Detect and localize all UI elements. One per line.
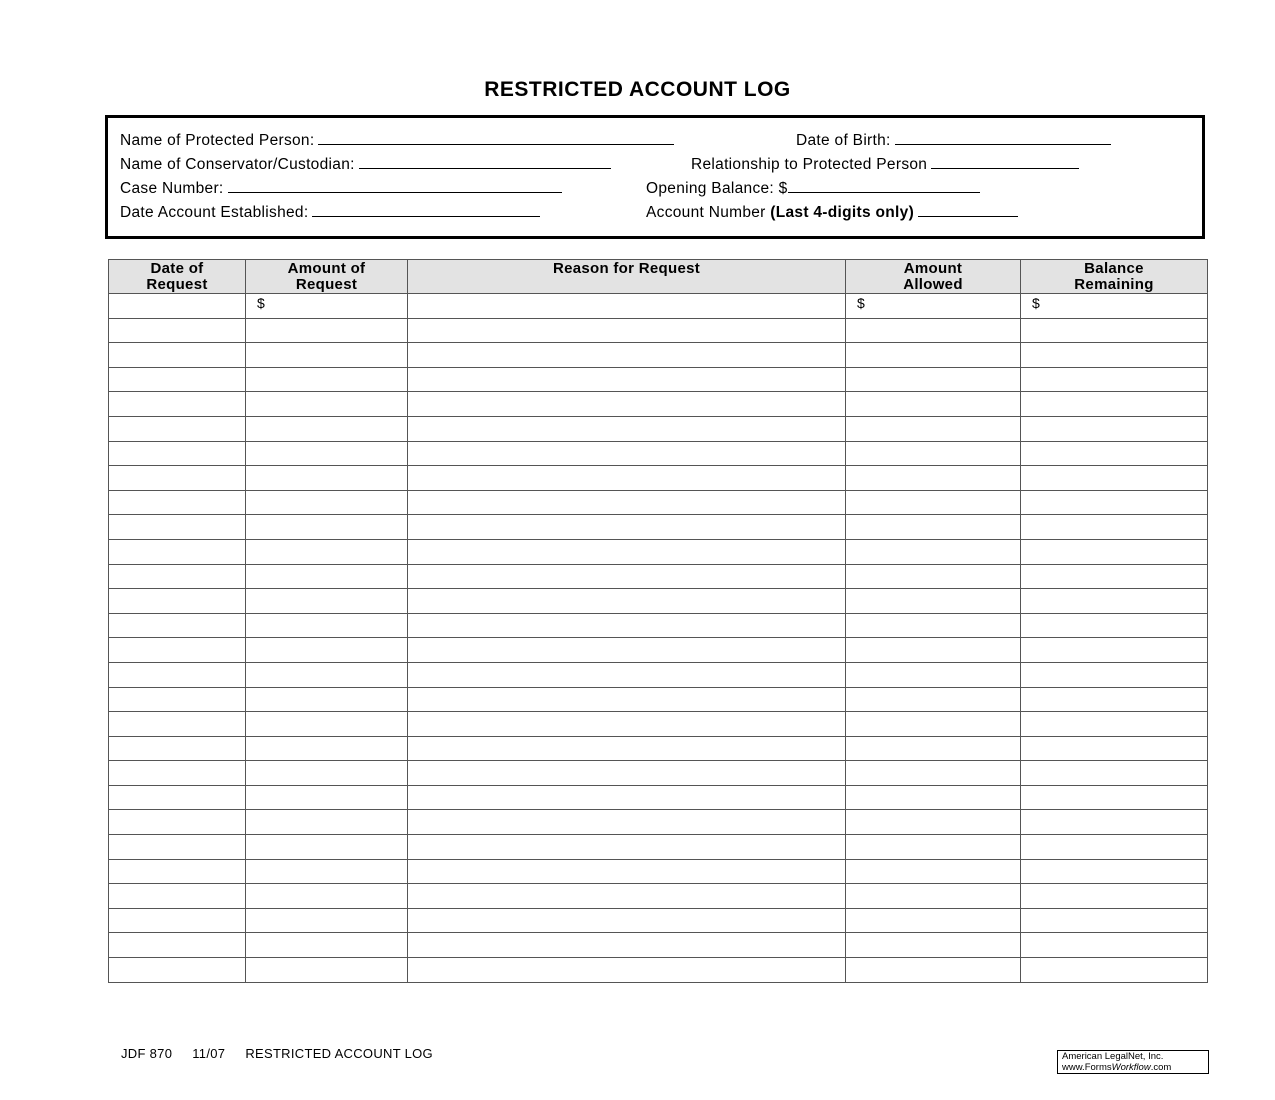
amount-allowed-cell[interactable]: [846, 810, 1021, 835]
amount-request-cell[interactable]: [246, 958, 408, 983]
amount-allowed-cell[interactable]: [846, 859, 1021, 884]
currency-symbol: $: [857, 295, 865, 311]
table-row: [109, 712, 1208, 737]
date-cell[interactable]: [109, 490, 246, 515]
currency-symbol: $: [257, 295, 265, 311]
amount-request-cell[interactable]: [246, 564, 408, 589]
table-row: [109, 835, 1208, 860]
table-row: [109, 343, 1208, 368]
balance-cell[interactable]: [1021, 392, 1208, 417]
amount-request-cell[interactable]: [246, 908, 408, 933]
conservator-field: [120, 155, 611, 174]
footer-form-id: JDF 870: [121, 1046, 173, 1061]
amount-allowed-cell[interactable]: [846, 589, 1021, 614]
balance-cell[interactable]: [1021, 441, 1208, 466]
balance-cell[interactable]: [1021, 908, 1208, 933]
balance-cell[interactable]: [1021, 712, 1208, 737]
balance-cell[interactable]: [1021, 662, 1208, 687]
reason-cell[interactable]: [408, 810, 846, 835]
amount-allowed-cell[interactable]: [846, 515, 1021, 540]
opening-balance-label: Opening Balance: $: [646, 180, 788, 197]
reason-cell[interactable]: [408, 761, 846, 786]
date-cell[interactable]: [109, 564, 246, 589]
table-row: [109, 785, 1208, 810]
reason-cell[interactable]: [408, 539, 846, 564]
amount-allowed-cell[interactable]: [846, 613, 1021, 638]
amount-request-cell[interactable]: [246, 859, 408, 884]
reason-cell[interactable]: [408, 490, 846, 515]
table-row: [109, 589, 1208, 614]
amount-allowed-cell[interactable]: [846, 761, 1021, 786]
reason-cell[interactable]: [408, 466, 846, 491]
balance-cell[interactable]: [1021, 884, 1208, 909]
dob-input[interactable]: [895, 131, 1111, 145]
date-cell[interactable]: [109, 515, 246, 540]
date-cell[interactable]: [109, 466, 246, 491]
table-row: [109, 318, 1208, 343]
log-table-body: [109, 294, 1208, 983]
table-row: [109, 416, 1208, 441]
table-row: [109, 613, 1208, 638]
reason-cell[interactable]: [408, 613, 846, 638]
date-cell[interactable]: [109, 958, 246, 983]
balance-cell[interactable]: [1021, 318, 1208, 343]
table-row: [109, 859, 1208, 884]
table-row: [109, 441, 1208, 466]
opening-balance-input[interactable]: [788, 179, 980, 193]
date-cell[interactable]: [109, 835, 246, 860]
table-row: [109, 884, 1208, 909]
amount-allowed-cell[interactable]: [846, 662, 1021, 687]
table-row: [109, 958, 1208, 983]
balance-cell[interactable]: [1021, 933, 1208, 958]
protected-person-label: Name of Protected Person:: [120, 132, 315, 149]
conservator-label: Name of Conservator/Custodian:: [120, 156, 355, 173]
table-row: [109, 662, 1208, 687]
date-established-label: Date Account Established:: [120, 204, 309, 221]
account-number-label: Account Number: [646, 204, 766, 221]
table-row: [109, 933, 1208, 958]
amount-request-cell[interactable]: [246, 638, 408, 663]
conservator-input[interactable]: [359, 155, 611, 169]
amount-allowed-cell[interactable]: [846, 687, 1021, 712]
amount-allowed-cell[interactable]: [846, 835, 1021, 860]
header-balance-remaining: Balance Remaining: [1021, 260, 1208, 294]
date-established-field: [120, 203, 540, 222]
reason-cell[interactable]: [408, 638, 846, 663]
amount-request-cell[interactable]: [246, 933, 408, 958]
balance-cell[interactable]: [1021, 835, 1208, 860]
protected-person-input[interactable]: [318, 131, 674, 145]
amount-allowed-cell[interactable]: [846, 884, 1021, 909]
balance-cell[interactable]: [1021, 294, 1208, 319]
date-cell[interactable]: [109, 859, 246, 884]
balance-cell[interactable]: [1021, 343, 1208, 368]
amount-allowed-cell[interactable]: [846, 416, 1021, 441]
date-cell[interactable]: [109, 687, 246, 712]
amount-allowed-cell[interactable]: [846, 539, 1021, 564]
amount-request-cell[interactable]: [246, 367, 408, 392]
date-cell[interactable]: [109, 712, 246, 737]
balance-cell[interactable]: [1021, 736, 1208, 761]
reason-cell[interactable]: [408, 884, 846, 909]
reason-cell[interactable]: [408, 416, 846, 441]
dob-field: [796, 131, 1111, 150]
table-header-row: [109, 260, 1208, 294]
amount-request-cell[interactable]: [246, 294, 408, 319]
table-row: [109, 810, 1208, 835]
table-row: [109, 564, 1208, 589]
reason-cell[interactable]: [408, 736, 846, 761]
amount-allowed-cell[interactable]: [846, 933, 1021, 958]
reason-cell[interactable]: [408, 785, 846, 810]
balance-cell[interactable]: [1021, 490, 1208, 515]
table-row: [109, 908, 1208, 933]
amount-request-cell[interactable]: [246, 392, 408, 417]
date-cell[interactable]: [109, 367, 246, 392]
reason-cell[interactable]: [408, 294, 846, 319]
amount-request-cell[interactable]: [246, 761, 408, 786]
amount-request-cell[interactable]: [246, 490, 408, 515]
balance-cell[interactable]: [1021, 785, 1208, 810]
header-amount-of-request: Amount of Request: [246, 260, 408, 294]
date-cell[interactable]: [109, 908, 246, 933]
date-established-input[interactable]: [312, 203, 540, 217]
amount-allowed-cell[interactable]: [846, 785, 1021, 810]
reason-cell[interactable]: [408, 908, 846, 933]
table-row: [109, 539, 1208, 564]
balance-cell[interactable]: [1021, 810, 1208, 835]
amount-allowed-cell[interactable]: [846, 294, 1021, 319]
brand-box: [1057, 1050, 1209, 1074]
header-date-of-request: Date of Request: [109, 260, 246, 294]
balance-cell[interactable]: [1021, 638, 1208, 663]
balance-cell[interactable]: [1021, 958, 1208, 983]
amount-request-cell[interactable]: [246, 785, 408, 810]
amount-request-cell[interactable]: [246, 318, 408, 343]
amount-request-cell[interactable]: [246, 736, 408, 761]
amount-request-cell[interactable]: [246, 662, 408, 687]
date-cell[interactable]: [109, 662, 246, 687]
amount-allowed-cell[interactable]: [846, 466, 1021, 491]
date-cell[interactable]: [109, 392, 246, 417]
account-number-input[interactable]: [918, 203, 1018, 217]
header-amount-allowed: Amount Allowed: [846, 260, 1021, 294]
table-row: [109, 736, 1208, 761]
table-row: [109, 367, 1208, 392]
amount-allowed-cell[interactable]: [846, 564, 1021, 589]
table-row: [109, 638, 1208, 663]
date-cell[interactable]: [109, 761, 246, 786]
amount-request-cell[interactable]: [246, 835, 408, 860]
date-cell[interactable]: [109, 736, 246, 761]
dob-label: Date of Birth:: [796, 132, 891, 149]
balance-cell[interactable]: [1021, 515, 1208, 540]
amount-allowed-cell[interactable]: [846, 958, 1021, 983]
amount-request-cell[interactable]: [246, 712, 408, 737]
amount-allowed-cell[interactable]: [846, 343, 1021, 368]
balance-cell[interactable]: [1021, 687, 1208, 712]
balance-cell[interactable]: [1021, 564, 1208, 589]
date-cell[interactable]: [109, 539, 246, 564]
reason-cell[interactable]: [408, 662, 846, 687]
amount-request-cell[interactable]: [246, 343, 408, 368]
balance-cell[interactable]: [1021, 859, 1208, 884]
balance-cell[interactable]: [1021, 539, 1208, 564]
page-title: RESTRICTED ACCOUNT LOG: [484, 78, 791, 101]
balance-cell[interactable]: [1021, 589, 1208, 614]
footer-form-name: RESTRICTED ACCOUNT LOG: [245, 1046, 433, 1061]
table-row: [109, 294, 1208, 319]
amount-allowed-cell[interactable]: [846, 441, 1021, 466]
case-number-label: Case Number:: [120, 180, 224, 197]
relationship-input[interactable]: [931, 155, 1079, 169]
reason-cell[interactable]: [408, 958, 846, 983]
amount-request-cell[interactable]: [246, 589, 408, 614]
amount-request-cell[interactable]: [246, 441, 408, 466]
amount-request-cell[interactable]: [246, 416, 408, 441]
reason-cell[interactable]: [408, 343, 846, 368]
table-row: [109, 466, 1208, 491]
balance-cell[interactable]: [1021, 466, 1208, 491]
date-cell[interactable]: [109, 810, 246, 835]
date-cell[interactable]: [109, 294, 246, 319]
account-number-field: [646, 203, 1018, 222]
amount-request-cell[interactable]: [246, 539, 408, 564]
date-cell[interactable]: [109, 318, 246, 343]
amount-allowed-cell[interactable]: [846, 318, 1021, 343]
currency-symbol: $: [1032, 295, 1040, 311]
case-number-field: [120, 179, 562, 198]
amount-allowed-cell[interactable]: [846, 712, 1021, 737]
date-cell[interactable]: [109, 613, 246, 638]
date-cell[interactable]: [109, 638, 246, 663]
amount-request-cell[interactable]: [246, 515, 408, 540]
reason-cell[interactable]: [408, 933, 846, 958]
reason-cell[interactable]: [408, 441, 846, 466]
date-cell[interactable]: [109, 785, 246, 810]
balance-cell[interactable]: [1021, 416, 1208, 441]
reason-cell[interactable]: [408, 564, 846, 589]
reason-cell[interactable]: [408, 392, 846, 417]
amount-request-cell[interactable]: [246, 613, 408, 638]
date-cell[interactable]: [109, 343, 246, 368]
amount-request-cell[interactable]: [246, 810, 408, 835]
amount-request-cell[interactable]: [246, 884, 408, 909]
balance-cell[interactable]: [1021, 367, 1208, 392]
date-cell[interactable]: [109, 884, 246, 909]
reason-cell[interactable]: [408, 515, 846, 540]
footer-revision: 11/07: [192, 1046, 226, 1061]
table-row: [109, 761, 1208, 786]
date-cell[interactable]: [109, 933, 246, 958]
reason-cell[interactable]: [408, 835, 846, 860]
case-number-input[interactable]: [228, 179, 562, 193]
amount-allowed-cell[interactable]: [846, 392, 1021, 417]
balance-cell[interactable]: [1021, 613, 1208, 638]
amount-allowed-cell[interactable]: [846, 367, 1021, 392]
log-table: [108, 259, 1208, 983]
reason-cell[interactable]: [408, 318, 846, 343]
amount-allowed-cell[interactable]: [846, 638, 1021, 663]
date-cell[interactable]: [109, 441, 246, 466]
table-row: [109, 515, 1208, 540]
date-cell[interactable]: [109, 416, 246, 441]
amount-request-cell[interactable]: [246, 687, 408, 712]
reason-cell[interactable]: [408, 859, 846, 884]
table-row: [109, 490, 1208, 515]
opening-balance-field: [646, 179, 980, 198]
relationship-field: [691, 155, 1079, 174]
reason-cell[interactable]: [408, 687, 846, 712]
amount-allowed-cell[interactable]: [846, 736, 1021, 761]
reason-cell[interactable]: [408, 589, 846, 614]
reason-cell[interactable]: [408, 367, 846, 392]
amount-allowed-cell[interactable]: [846, 908, 1021, 933]
relationship-label: Relationship to Protected Person: [691, 156, 928, 173]
header-reason-for-request: Reason for Request: [408, 260, 846, 294]
protected-person-field: [120, 131, 674, 150]
amount-request-cell[interactable]: [246, 466, 408, 491]
amount-allowed-cell[interactable]: [846, 490, 1021, 515]
date-cell[interactable]: [109, 589, 246, 614]
balance-cell[interactable]: [1021, 761, 1208, 786]
table-row: [109, 687, 1208, 712]
brand-url: www.FormsWorkflow.com: [1062, 1061, 1172, 1073]
account-number-note: (Last 4-digits only): [770, 204, 915, 221]
reason-cell[interactable]: [408, 712, 846, 737]
table-row: [109, 392, 1208, 417]
brand-name: American LegalNet, Inc.: [1062, 1051, 1164, 1062]
footer: [121, 1046, 453, 1061]
